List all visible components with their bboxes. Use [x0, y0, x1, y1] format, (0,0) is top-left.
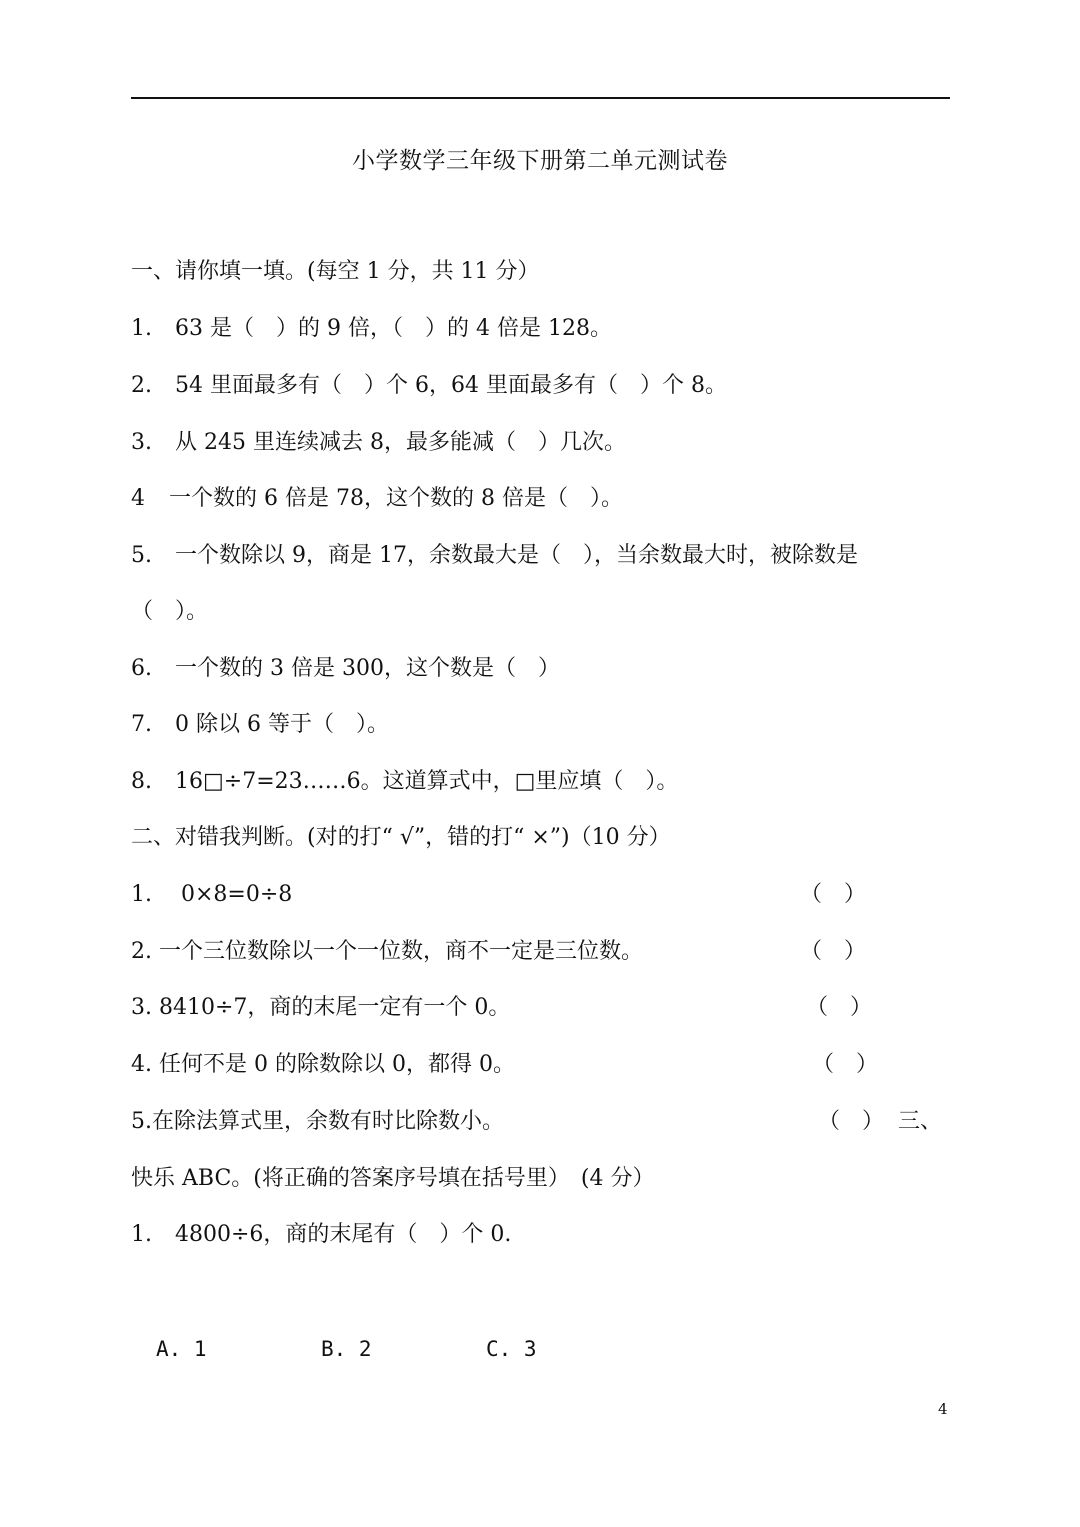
question-number: 5.	[131, 543, 152, 568]
question-number: 3.	[131, 430, 152, 455]
fill-question-5-continued	[131, 596, 208, 628]
answer-bracket: （ ）	[800, 939, 867, 964]
fill-question-5	[131, 540, 858, 572]
answer-bracket: （ ）	[800, 882, 867, 907]
choice-question-1	[131, 1219, 511, 1251]
option-a: A. 1	[156, 1337, 207, 1361]
fill-question-6	[131, 653, 560, 685]
answer-bracket: （ ）	[812, 1052, 879, 1077]
judge-question-3: 3. 8410÷7，商的末尾一定有一个 0。	[131, 995, 511, 1020]
question-text: 16□÷7=23……6。这道算式中，□里应填（ ）。	[175, 769, 679, 794]
question-text: 一个数除以 9，商是 17，余数最大是（ ），当余数最大时，被除数是	[175, 543, 858, 568]
page-title: 小学数学三年级下册第二单元测试卷	[352, 148, 728, 174]
fill-question-8	[131, 766, 678, 798]
fill-question-7	[131, 709, 389, 741]
answer-bracket: （ ）	[818, 1109, 885, 1134]
fill-question-2	[131, 370, 727, 402]
question-text: 一个数的 3 倍是 300，这个数是（ ）	[175, 656, 560, 681]
question-text: （ ）。	[131, 599, 209, 624]
option-b: B. 2	[321, 1337, 372, 1361]
question-number: 8.	[131, 769, 152, 794]
judge-question-1: 1. 0×8=0÷8	[131, 882, 293, 907]
question-text: 54 里面最多有（ ）个 6，64 里面最多有（ ）个 8。	[175, 373, 727, 398]
question-number: 2.	[131, 373, 152, 398]
section2-heading: 二、对错我判断。(对的打“ √”，错的打“ ×”)（10 分）	[131, 825, 671, 850]
question-number: 4	[131, 486, 145, 511]
question-number: 1.	[131, 316, 152, 341]
section1-heading: 一、请你填一填。(每空 1 分，共 11 分）	[131, 259, 540, 284]
question-text: 一个数的 6 倍是 78，这个数的 8 倍是（ ）。	[169, 486, 623, 511]
option-c: C. 3	[486, 1337, 537, 1361]
header-rule	[131, 97, 950, 99]
judge-question-2: 2. 一个三位数除以一个一位数，商不一定是三位数。	[131, 939, 643, 964]
question-number: 7.	[131, 712, 152, 737]
question-text: 0 除以 6 等于（ ）。	[175, 712, 389, 737]
question-number: 6.	[131, 656, 152, 681]
question-text: 63 是（ ）的 9 倍，（ ）的 4 倍是 128。	[175, 316, 612, 341]
fill-question-3	[131, 427, 626, 459]
question-text: 从 245 里连续减去 8，最多能减（ ）几次。	[175, 430, 626, 455]
fill-question-4	[131, 483, 623, 515]
judge-question-5: 5.在除法算式里，余数有时比除数小。	[131, 1109, 504, 1134]
answer-bracket: （ ）	[806, 995, 873, 1020]
page-number: 4	[938, 1400, 948, 1418]
judge-question-4: 4. 任何不是 0 的除数除以 0，都得 0。	[131, 1052, 515, 1077]
fill-question-1	[131, 313, 612, 345]
question-number: 1.	[131, 1222, 152, 1247]
section3-number: 三、	[898, 1109, 943, 1134]
section3-heading: 快乐 ABC。(将正确的答案序号填在括号里） (4 分）	[131, 1166, 655, 1191]
question-text: 4800÷6，商的末尾有（ ）个 0.	[175, 1222, 512, 1247]
